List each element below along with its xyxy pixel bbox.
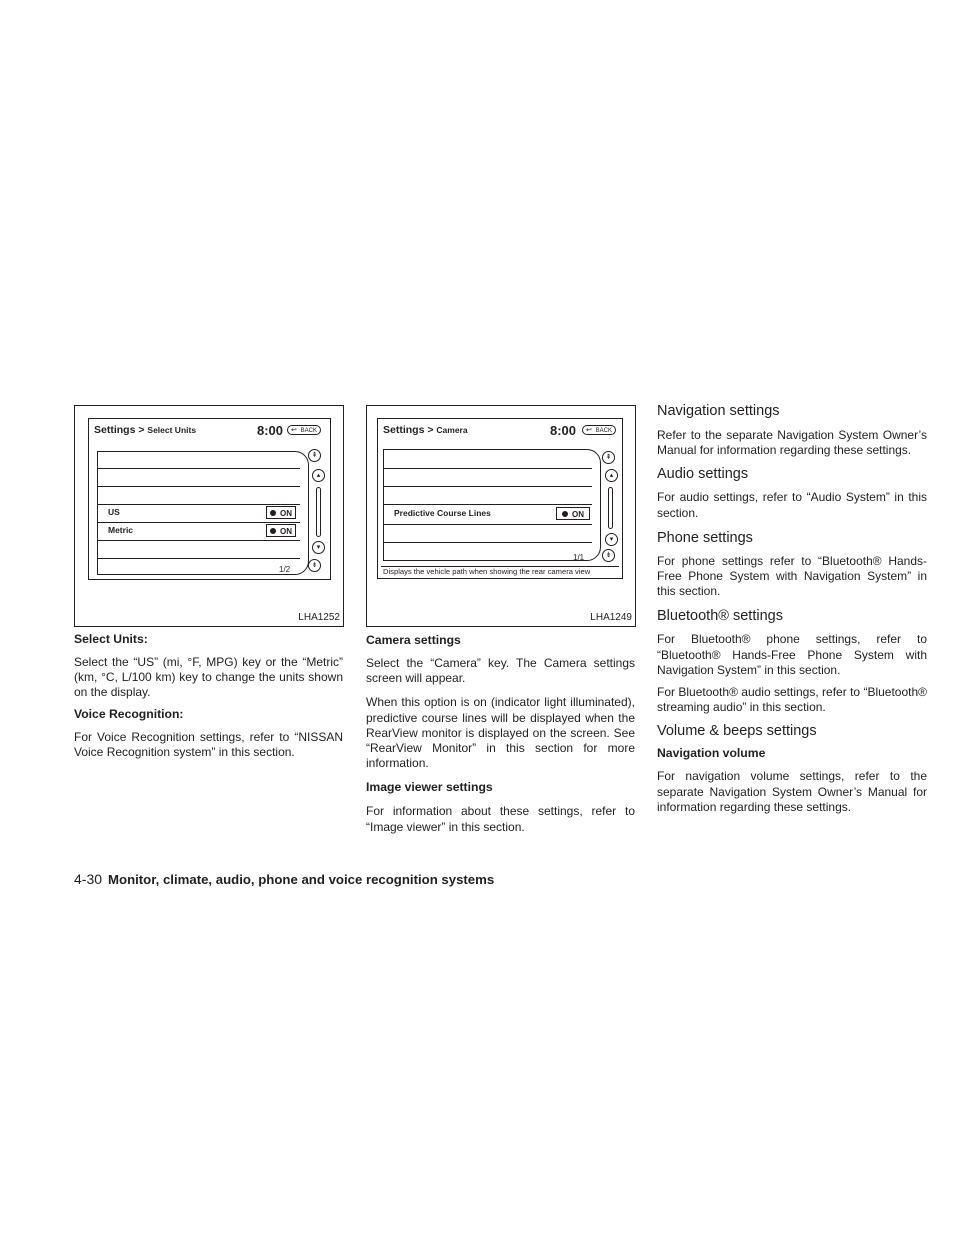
clock: 8:00 (257, 423, 284, 438)
heading-image-viewer-settings: Image viewer settings (366, 780, 493, 795)
back-button[interactable]: ↩ BACK (582, 425, 616, 435)
scroll-up-icon[interactable]: ▴ (312, 469, 325, 482)
heading-navigation-volume: Navigation volume (657, 746, 766, 761)
screen-select-units (88, 418, 331, 580)
section-title: Monitor, climate, audio, phone and voice recognition systems (108, 872, 495, 887)
page-footer (74, 871, 494, 887)
scroll-down-icon[interactable]: ▾ (605, 533, 618, 546)
scroll-top-icon[interactable]: ⇞ (308, 449, 321, 462)
column-2 (366, 633, 635, 835)
heading-volume-beeps-settings: Volume & beeps settings (657, 723, 817, 740)
on-indicator: ON (556, 507, 590, 520)
on-indicator: ON (266, 506, 296, 519)
back-button[interactable]: ↩ BACK (287, 425, 321, 435)
heading-select-units: Select Units: (74, 632, 148, 646)
figure-select-units (74, 405, 344, 627)
heading-camera-settings: Camera settings (366, 633, 461, 647)
paragraph: For information about these settings, refer to “Image viewer” in this section. (366, 804, 635, 834)
page-indicator: 1/2 (279, 565, 291, 574)
back-arrow-icon: ↩ (586, 427, 592, 434)
paragraph: For Voice Recognition settings, refer to “NISSAN Voice Recognition system” in this section. (74, 729, 343, 759)
indicator-light-icon (562, 511, 568, 517)
paragraph: Refer to the separate Navigation System Owner’s Manual for information regarding these settings. (657, 428, 927, 458)
page-number: 4-30 (74, 871, 103, 887)
scrollbar[interactable] (608, 487, 613, 529)
paragraph: For phone settings refer to “Bluetooth® Hands-Free Phone System with Navigation System” in this section. (657, 553, 927, 599)
figure-camera (366, 405, 636, 627)
paragraph: When this option is on (indicator light illuminated), predictive course lines will be displayed when the RearView monitor is displayed on the screen. See “RearView Monitor” in this section for more information. (366, 695, 635, 771)
settings-list (97, 451, 309, 575)
list-item-us[interactable] (98, 504, 300, 523)
scroll-top-icon[interactable]: ⇞ (602, 451, 615, 464)
scroll-down-icon[interactable]: ▾ (312, 541, 325, 554)
column-3 (657, 402, 927, 815)
heading-phone-settings: Phone settings (657, 529, 753, 546)
clock: 8:00 (550, 423, 577, 438)
settings-list (383, 449, 601, 561)
heading-bluetooth-settings: Bluetooth® settings (657, 608, 783, 625)
paragraph: For audio settings, refer to “Audio System” in this section. (657, 490, 927, 520)
back-arrow-icon: ↩ (291, 427, 297, 434)
heading-audio-settings: Audio settings (657, 466, 749, 483)
list-item-label: US (108, 507, 120, 517)
page-indicator: 1/1 (573, 553, 585, 562)
list-item-label: Metric (108, 525, 134, 535)
scroll-up-icon[interactable]: ▴ (605, 469, 618, 482)
paragraph: For Bluetooth® phone settings, refer to “Bluetooth® Hands-Free Phone System with Navigation System” in this section. (657, 632, 927, 677)
on-indicator: ON (266, 524, 296, 537)
heading-navigation-settings: Navigation settings (657, 403, 780, 419)
paragraph: Select the “Camera” key. The Camera settings screen will appear. (366, 656, 635, 686)
scroll-bottom-icon[interactable]: ⇟ (602, 549, 615, 562)
figure-code: LHA1249 (590, 612, 632, 623)
paragraph: Select the “US” (mi, °F, MPG) key or the “Metric” (km, °C, L/100 km) key to change the units shown on the display. (74, 655, 343, 700)
indicator-light-icon (270, 510, 276, 516)
list-item-label: Predictive Course Lines (394, 508, 491, 518)
screen-camera (377, 418, 623, 579)
screen-title: Settings > Select Units (94, 424, 197, 436)
screen-title: Settings > Camera (383, 424, 468, 436)
list-item-predictive-course-lines[interactable] (384, 504, 592, 525)
paragraph: For navigation volume settings, refer to the separate Navigation System Owner’s Manual for information regarding these settings. (657, 769, 927, 814)
heading-voice-recognition: Voice Recognition: (74, 706, 184, 721)
indicator-light-icon (270, 528, 276, 534)
column-1 (74, 632, 343, 760)
list-item-metric[interactable] (98, 522, 300, 541)
paragraph: For Bluetooth® audio settings, refer to “Bluetooth® streaming audio” in this section. (657, 685, 927, 715)
figure-code: LHA1252 (298, 612, 340, 623)
screen-hint: Displays the vehicle path when showing the rear camera view (381, 566, 619, 576)
scroll-bottom-icon[interactable]: ⇟ (308, 559, 321, 572)
scrollbar[interactable] (316, 487, 321, 537)
